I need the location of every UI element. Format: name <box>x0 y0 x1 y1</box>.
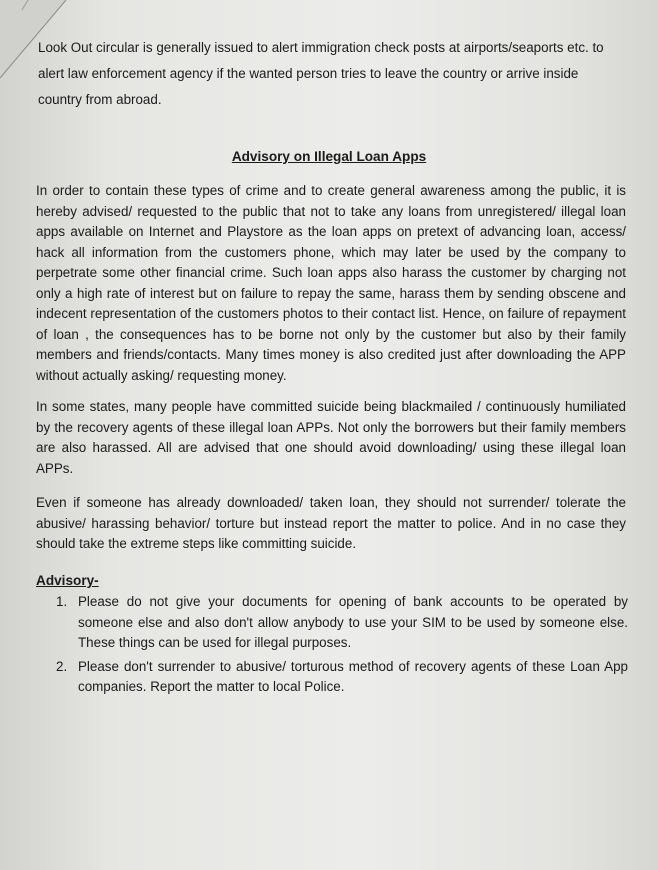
advisory-item-number: 1. <box>56 594 68 609</box>
advisory-item-text: Please do not give your documents for opening of bank accounts to be operated by someone else and also don't allow anybody to use your SIM to be used by someone else. These things can be used for illegal purposes. <box>78 594 628 650</box>
advisory-list <box>56 592 628 701</box>
advisory-title: Advisory on Illegal Loan Apps <box>231 149 427 164</box>
advisory-item-2 <box>56 657 628 698</box>
advisory-item-text: Please don't surrender to abusive/ torturous method of recovery agents of these Loan App companies. Report the matter to local Police. <box>78 658 628 694</box>
advisory-list-heading: Advisory- <box>36 573 99 588</box>
body-paragraph-1: In order to contain these types of crime and to create general awareness among the public, it is hereby advised/ requested to the public that not to take any loans from unregistered/ illegal loan apps available on Internet and Playstore as the loan apps on pretext of advancing loan, access/ hack all information from the customers phone, which may later be used by the company to perpetrate some other financial crime. Such loan apps also harass the customer by charging not only a high rate of interest but on failure to repay the same, harass them by sending obscene and indecent representation of the customers photos to their contact list. Hence, on failure of repayment of loan , the consequences has to be borne not only by the customer but also by their family members and friends/contacts. Many times money is also credited just after downloading the APP without actually asking/ requesting money. <box>36 183 626 383</box>
body-paragraph-3: Even if someone has already downloaded/ taken loan, they should not surrender/ tolerate the abusive/ harassing behavior/ torture but instead report the matter to police. And in no case they should take the extreme steps like committing suicide. <box>36 495 626 551</box>
intro-paragraph: Look Out circular is generally issued to alert immigration check posts at airports/seaports etc. to alert law enforcement agency if the wanted person tries to leave the country or arrive inside country from abroad. <box>38 40 604 107</box>
advisory-item-number: 2. <box>56 658 68 674</box>
body-paragraph-2: In some states, many people have committed suicide being blackmailed / continuously humiliated by the recovery agents of these illegal loan APPs. Not only the borrowers but their family members are also harassed. All are advised that one should avoid downloading/ using these illegal loan APPs. <box>36 399 626 476</box>
advisory-item-1 <box>56 592 628 654</box>
